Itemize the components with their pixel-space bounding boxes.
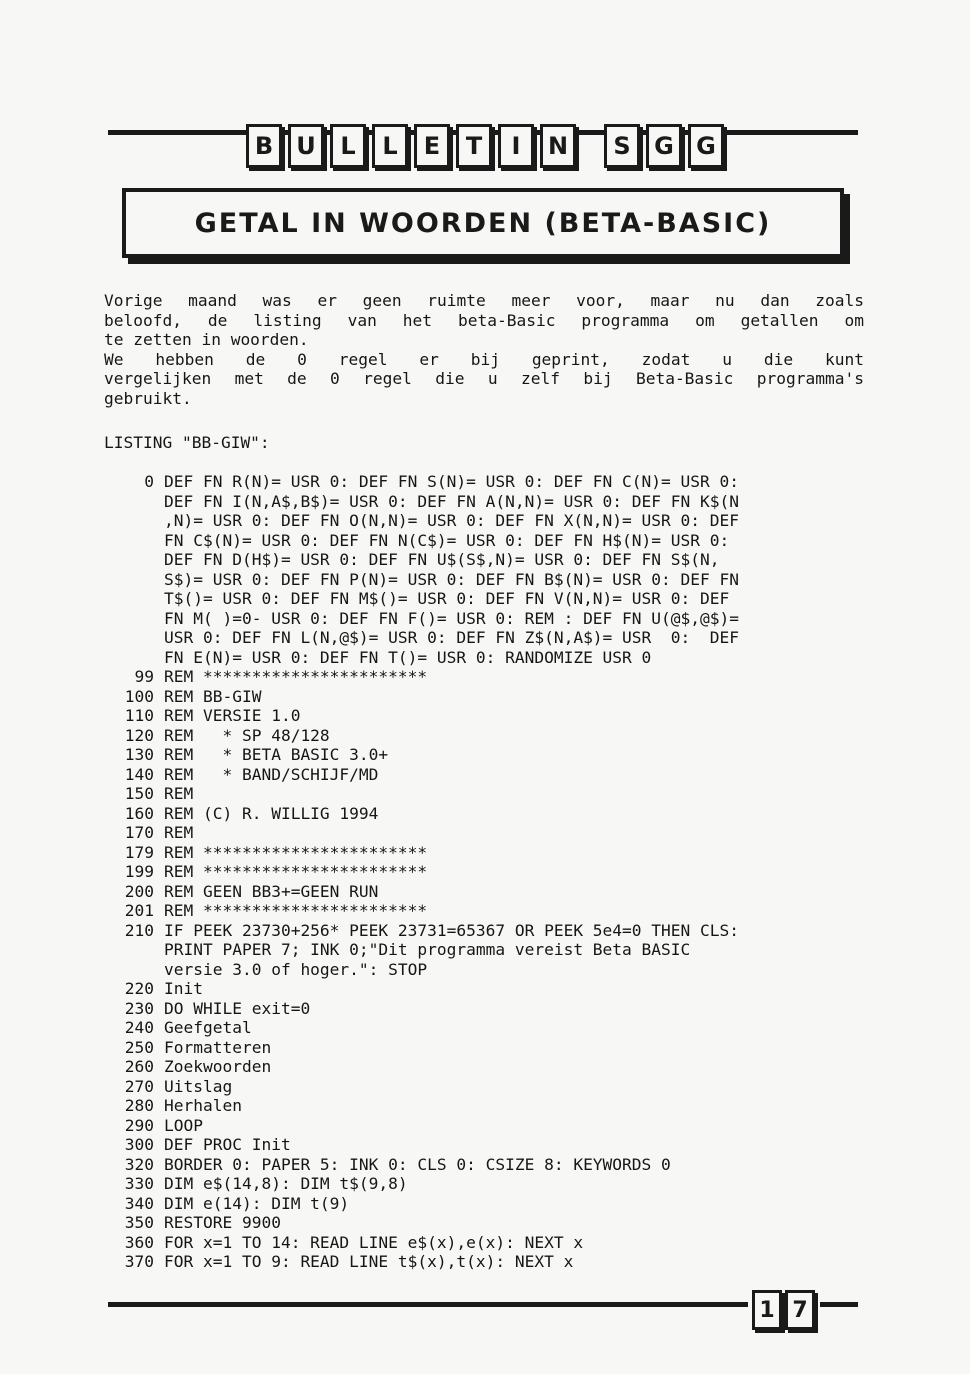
code-text: REM *********************** [164,667,428,686]
code-text: REM * BETA BASIC 3.0+ [164,745,389,764]
intro-line: te zetten in woorden. [104,330,309,349]
code-text: REM *********************** [164,842,428,862]
listing-row [114,589,739,609]
code-continuation: FN M( )=0- USR 0: DEF FN F()= USR 0: REM : DEF FN U(@$,@$)= [164,608,739,628]
banner-gap [582,124,598,168]
intro-line: beloofd, de listing van het beta-Basic programma om getallen om [104,310,864,330]
line-number: 170 [124,823,154,842]
footer-rule-end [820,1302,858,1307]
line-number: 280 [124,1096,154,1115]
listing-row [114,940,739,960]
listing-row [114,960,739,980]
code-continuation: T$()= USR 0: DEF FN M$()= USR 0: DEF FN V(N,N)= USR 0: DEF [164,589,730,608]
listing-row [114,1252,739,1272]
line-number: 0 [144,472,154,491]
listing-row [114,862,739,882]
code-text: DEF FN R(N)= USR 0: DEF FN S(N)= USR 0: DEF FN C(N)= USR 0: [164,472,739,491]
code-text: Uitslag [164,1076,233,1096]
listing-row [114,1038,739,1058]
code-text: LOOP [164,1115,203,1135]
listing-row [114,1077,739,1097]
listing-row [114,1116,739,1136]
bulletin-letter: U [288,124,324,168]
code-text: REM (C) R. WILLIG 1994 [164,803,379,823]
listing-row [114,901,739,921]
code-text: FOR x=1 TO 9: READ LINE t$(x),t(x): NEXT x [164,1252,574,1271]
listing-row [114,1096,739,1116]
code-text: Init [164,979,203,998]
bulletin-letter: L [372,124,408,168]
page-number-digit: 7 [785,1290,815,1330]
line-number: 230 [124,998,154,1018]
line-number: 300 [124,1135,154,1154]
listing-row [114,882,739,902]
listing-row [114,765,739,785]
line-number: 140 [124,764,154,784]
code-continuation: S$)= USR 0: DEF FN P(N)= USR 0: DEF FN B$(N)= USR 0: DEF FN [164,569,739,589]
line-number: 240 [124,1018,154,1037]
line-number: 99 [134,667,154,686]
code-text: REM [164,823,194,842]
listing-row [114,979,739,999]
listing-row [114,609,739,629]
listing-row [114,1018,739,1038]
listing-row [114,921,739,941]
bulletin-letter: E [414,124,450,168]
footer-rule [108,1302,748,1307]
code-text: REM *********************** [164,901,428,920]
code-continuation: versie 3.0 of hoger.": STOP [164,959,428,979]
code-text: DIM e$(14,8): DIM t$(9,8) [164,1174,408,1193]
code-text: REM *********************** [164,862,428,881]
listing-row [114,550,739,570]
listing-row [114,1057,739,1077]
line-number: 130 [124,745,154,764]
line-number: 100 [124,686,154,706]
listing-row [114,706,739,726]
intro-paragraph [104,291,864,408]
listing-row [114,511,739,531]
code-text: RESTORE 9900 [164,1213,281,1232]
listing-row [114,823,739,843]
listing-row [114,667,739,687]
listing-row [114,648,739,668]
code-continuation: FN E(N)= USR 0: DEF FN T()= USR 0: RANDOMIZE USR 0 [164,647,652,667]
code-text: REM VERSIE 1.0 [164,706,301,725]
line-number: 370 [124,1252,154,1271]
line-number: 270 [124,1076,154,1096]
code-continuation: ,N)= USR 0: DEF FN O(N,N)= USR 0: DEF FN X(N,N)= USR 0: DEF [164,511,739,530]
listing-row [114,1213,739,1233]
code-text: REM BB-GIW [164,686,262,706]
listing-row [114,1174,739,1194]
line-number: 201 [124,901,154,920]
line-number: 150 [124,784,154,803]
line-number: 320 [124,1154,154,1174]
line-number: 120 [124,725,154,745]
bulletin-letter: N [540,124,576,168]
listing-row [114,472,739,492]
line-number: 250 [124,1037,154,1057]
code-text: Zoekwoorden [164,1057,272,1076]
code-text: REM GEEN BB3+=GEEN RUN [164,881,379,901]
listing-row [114,531,739,551]
intro-line: We hebben de 0 regel er bij geprint, zodat u die kunt [104,349,864,369]
intro-line: Vorige maand was er geen ruimte meer voor, maar nu dan zoals [104,291,864,310]
listing-row [114,843,739,863]
bulletin-banner [0,124,970,168]
bulletin-letter: B [246,124,282,168]
article-title: GETAL IN WOORDEN (BETA-BASIC) [194,207,772,239]
line-number: 330 [124,1174,154,1193]
line-number: 260 [124,1057,154,1076]
code-text: DIM e(14): DIM t(9) [164,1193,350,1213]
listing-row [114,570,739,590]
listing-row [114,1155,739,1175]
line-number: 200 [124,881,154,901]
line-number: 210 [124,920,154,940]
article-title-box [122,188,844,258]
line-number: 110 [124,706,154,725]
code-text: REM * SP 48/128 [164,725,330,745]
code-continuation: PRINT PAPER 7; INK 0;"Dit programma vereist Beta BASIC [164,940,691,959]
listing-label: LISTING "BB-GIW": [104,433,270,452]
code-text: REM [164,784,194,803]
bulletin-letter: T [456,124,492,168]
page-number-digit: 1 [752,1290,782,1330]
line-number: 179 [124,842,154,862]
listing-row [114,999,739,1019]
program-listing [114,472,739,1272]
code-continuation: DEF FN I(N,A$,B$)= USR 0: DEF FN A(N,N)= USR 0: DEF FN K$(N [164,491,739,511]
code-text: REM * BAND/SCHIJF/MD [164,764,379,784]
listing-row [114,784,739,804]
code-text: DO WHILE exit=0 [164,998,311,1018]
code-text: Formatteren [164,1037,272,1057]
line-number: 220 [124,979,154,998]
code-text: Herhalen [164,1096,242,1115]
code-text: DEF PROC Init [164,1135,291,1154]
listing-row [114,687,739,707]
code-text: FOR x=1 TO 14: READ LINE e$(x),e(x): NEXT x [164,1232,584,1252]
code-text: BORDER 0: PAPER 5: INK 0: CLS 0: CSIZE 8: KEYWORDS 0 [164,1154,671,1174]
line-number: 160 [124,803,154,823]
bulletin-letter: L [330,124,366,168]
sgg-letter: S [604,124,640,168]
code-continuation: DEF FN D(H$)= USR 0: DEF FN U$(S$,N)= USR 0: DEF FN S$(N, [164,550,720,569]
code-continuation: FN C$(N)= USR 0: DEF FN N(C$)= USR 0: DEF FN H$(N)= USR 0: [164,530,730,550]
page-number [752,1290,815,1330]
listing-row [114,745,739,765]
line-number: 199 [124,862,154,881]
listing-row [114,1233,739,1253]
line-number: 340 [124,1193,154,1213]
intro-line: vergelijken met de 0 regel die u zelf bij Beta-Basic programma's [104,369,864,388]
line-number: 290 [124,1115,154,1135]
code-continuation: USR 0: DEF FN L(N,@$)= USR 0: DEF FN Z$(N,A$)= USR 0: DEF [164,628,739,647]
listing-row [114,804,739,824]
listing-row [114,492,739,512]
listing-row [114,726,739,746]
listing-row [114,628,739,648]
listing-row [114,1194,739,1214]
intro-line: gebruikt. [104,388,192,408]
bulletin-letter: I [498,124,534,168]
line-number: 360 [124,1232,154,1252]
listing-row [114,1135,739,1155]
sgg-letter: G [646,124,682,168]
code-text: Geefgetal [164,1018,252,1037]
line-number: 350 [124,1213,154,1232]
code-text: IF PEEK 23730+256* PEEK 23731=65367 OR PEEK 5e4=0 THEN CLS: [164,920,739,940]
sgg-letter: G [688,124,724,168]
